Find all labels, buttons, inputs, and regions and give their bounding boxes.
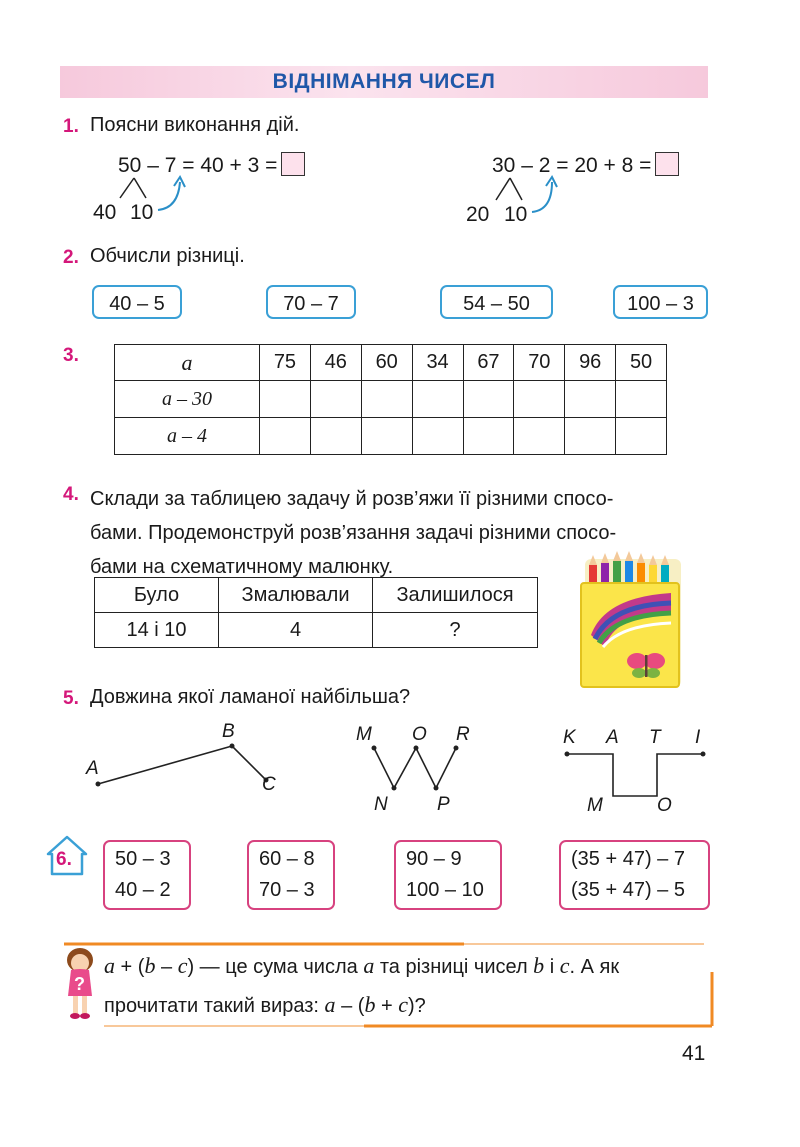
- value-cell: 60: [361, 345, 412, 381]
- empty-cell[interactable]: [310, 381, 361, 418]
- cell-bulo: 14 і 10: [95, 613, 219, 648]
- point-label-t: T: [649, 727, 661, 748]
- expression: (35 + 47) – 5: [571, 879, 685, 901]
- empty-cell[interactable]: [260, 418, 311, 455]
- task-4-text: [90, 482, 616, 584]
- note-text: [104, 947, 619, 1025]
- task-3-table: [114, 344, 667, 455]
- expression-group-2: [247, 840, 335, 910]
- value-cell: 96: [565, 345, 616, 381]
- expression: 100 – 10: [406, 879, 484, 901]
- task-4-table: [94, 577, 538, 648]
- header-bulo: Було: [95, 578, 219, 613]
- answer-box[interactable]: [281, 152, 305, 176]
- task-1-number: 1.: [63, 116, 79, 137]
- expression: 60 – 8: [259, 848, 315, 870]
- empty-cell[interactable]: [361, 418, 412, 455]
- task-6-number: 6.: [56, 849, 72, 870]
- empty-cell[interactable]: [514, 418, 565, 455]
- value-cell: 70: [514, 345, 565, 381]
- point-label-a2: A: [606, 727, 619, 748]
- point-label-p: P: [437, 794, 450, 815]
- pencil-box-illustration: [575, 543, 690, 693]
- polyline-abc: [80, 720, 290, 800]
- empty-cell[interactable]: [412, 418, 463, 455]
- svg-text:?: ?: [74, 974, 85, 994]
- expression-group-4: [559, 840, 710, 910]
- cell-zalyshylosia: ?: [373, 613, 538, 648]
- task-1-left-split-a: 40: [93, 201, 117, 224]
- difference-box-1: 40 – 5: [92, 285, 182, 319]
- empty-cell[interactable]: [260, 381, 311, 418]
- task-1-left-split-b: 10: [130, 201, 154, 224]
- empty-cell[interactable]: [463, 418, 514, 455]
- section-title-bar: [60, 66, 708, 98]
- task-1-left-expr-text: 50 – 7 = 40 + 3 =: [118, 154, 278, 177]
- answer-box[interactable]: [655, 152, 679, 176]
- point-label-k: K: [563, 727, 576, 748]
- cell-zmaliuvaly: 4: [219, 613, 373, 648]
- expression: 40 – 2: [115, 879, 171, 901]
- polyline-katimo: [555, 740, 715, 810]
- expression: 90 – 9: [406, 848, 462, 870]
- point-label-c: C: [262, 774, 276, 795]
- header-zmaliuvaly: Змалювали: [219, 578, 373, 613]
- header-zalyshylosia: Залишилося: [373, 578, 538, 613]
- point-label-m: M: [356, 724, 372, 745]
- empty-cell[interactable]: [565, 381, 616, 418]
- task-1-right-split-a: 20: [466, 203, 490, 226]
- expression: 70 – 3: [259, 879, 315, 901]
- empty-cell[interactable]: [463, 381, 514, 418]
- value-cell: 34: [412, 345, 463, 381]
- empty-cell[interactable]: [412, 381, 463, 418]
- expression-group-3: [394, 840, 502, 910]
- task-1-right-split-b: 10: [504, 203, 528, 226]
- point-label-m2: M: [587, 795, 603, 816]
- empty-cell[interactable]: [310, 418, 361, 455]
- difference-box-3: 54 – 50: [440, 285, 553, 319]
- point-label-i: I: [695, 727, 701, 748]
- point-label-b: B: [222, 721, 235, 742]
- value-cell: 75: [260, 345, 311, 381]
- point-label-o2: O: [657, 795, 672, 816]
- task-4-line-3: бами на схематичному малюнку.: [90, 556, 394, 578]
- task-4-line-2: бами. Продемонструй розв’язання задачі різними спосо-: [90, 522, 617, 544]
- point-label-a: A: [86, 758, 99, 779]
- task-5-number: 5.: [63, 688, 79, 709]
- difference-box-4: 100 – 3: [613, 285, 708, 319]
- note-line-2: прочитати такий вираз: a – (b + c)?: [104, 992, 426, 1017]
- task-1-right-expr-text: 30 – 2 = 20 + 8 =: [492, 154, 652, 177]
- task-4-number: 4.: [63, 484, 79, 505]
- point-label-r: R: [456, 724, 470, 745]
- empty-cell[interactable]: [616, 381, 667, 418]
- task-2-number: 2.: [63, 247, 79, 268]
- expression: (35 + 47) – 7: [571, 848, 685, 870]
- empty-cell[interactable]: [361, 381, 412, 418]
- section-title: ВІДНІМАННЯ ЧИСЕЛ: [272, 70, 496, 93]
- row-label-a-minus-30: a – 30: [115, 381, 260, 418]
- difference-box-2: 70 – 7: [266, 285, 356, 319]
- page-number: 41: [682, 1042, 706, 1065]
- row-label-a: a: [115, 345, 260, 381]
- value-cell: 67: [463, 345, 514, 381]
- empty-cell[interactable]: [514, 381, 565, 418]
- expression: 50 – 3: [115, 848, 171, 870]
- task-1-text: Поясни виконання дій.: [90, 114, 300, 136]
- task-2-text: Обчисли різниці.: [90, 245, 245, 267]
- empty-cell[interactable]: [565, 418, 616, 455]
- girl-illustration: [58, 946, 104, 1020]
- task-3-number: 3.: [63, 345, 79, 366]
- value-cell: 46: [310, 345, 361, 381]
- task-4-line-1: Склади за таблицею задачу й розв’яжи її різними спосо-: [90, 488, 614, 510]
- empty-cell[interactable]: [616, 418, 667, 455]
- row-label-a-minus-4: a – 4: [115, 418, 260, 455]
- note-line-1: a + (b – c) — це сума числа a та різниці чисел b і c. А як: [104, 953, 620, 978]
- task-5-text: Довжина якої ламаної найбільша?: [90, 686, 411, 708]
- value-cell: 50: [616, 345, 667, 381]
- point-label-o: O: [412, 724, 427, 745]
- expression-group-1: [103, 840, 191, 910]
- point-label-n: N: [374, 794, 388, 815]
